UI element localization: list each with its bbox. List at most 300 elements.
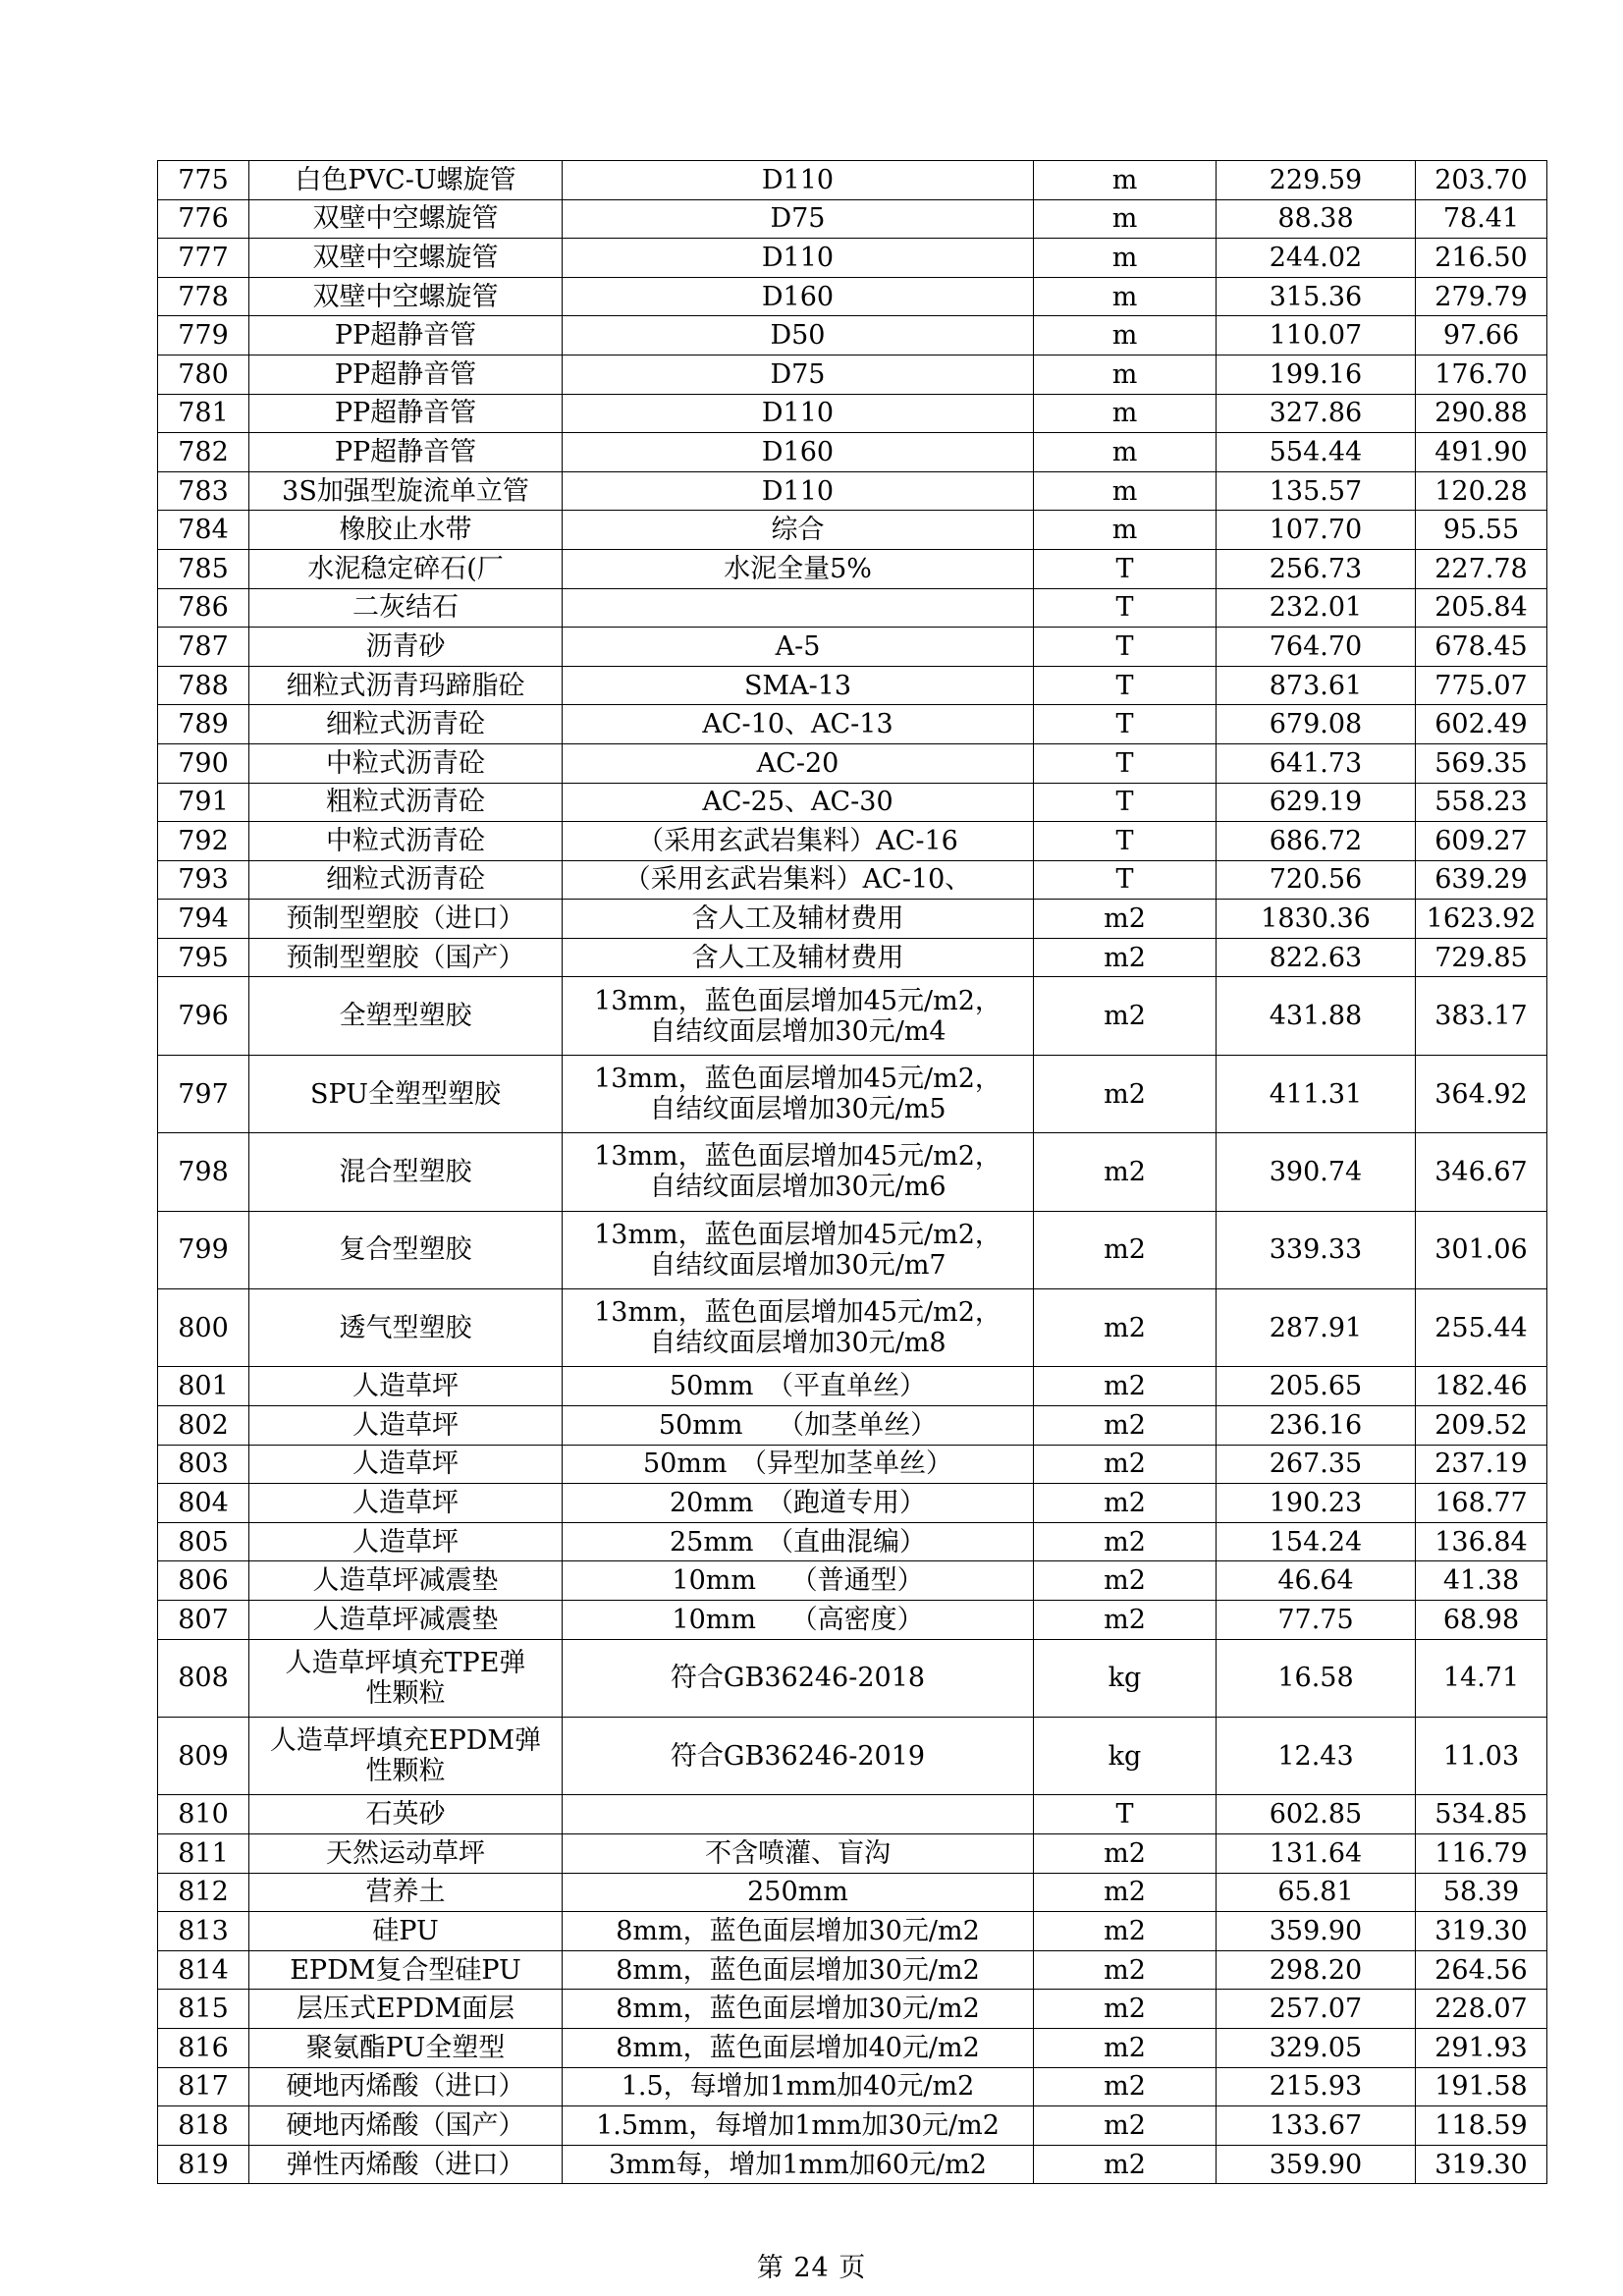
row-number-cell	[158, 2067, 249, 2106]
row-number-cell	[158, 1522, 249, 1561]
material-name-cell	[249, 1211, 563, 1288]
price-cell-line: 257.07	[1269, 1994, 1363, 2025]
unit-cell	[1034, 783, 1217, 822]
price-cell-line: 12.43	[1277, 1740, 1354, 1772]
unit-cell-line: m2	[1104, 1954, 1146, 1986]
price-cell-line: 390.74	[1269, 1156, 1363, 1187]
specification-cell	[563, 1912, 1034, 1951]
material-name-cell	[249, 549, 563, 588]
material-name-cell-line: 白色PVC-U螺旋管	[295, 164, 516, 195]
unit-cell	[1034, 2106, 1217, 2146]
table-row	[158, 316, 1547, 355]
unit-cell	[1034, 1717, 1217, 1794]
unit-cell	[1034, 2028, 1217, 2067]
table-row	[158, 394, 1547, 433]
row-number-cell-line: 800	[178, 1312, 229, 1343]
price-cell	[1217, 1367, 1416, 1406]
table-row	[158, 783, 1547, 822]
unit-cell-line: m	[1111, 358, 1138, 390]
specification-cell-line: 13mm，蓝色面层增加45元/m2，	[594, 1141, 1001, 1173]
table-row	[158, 1484, 1547, 1523]
specification-cell-line: 25mm （直曲混编）	[669, 1526, 927, 1558]
price-cell-line: 873.61	[1269, 670, 1363, 701]
specification-cell	[563, 977, 1034, 1055]
material-name-cell-line: 性颗粒	[365, 1756, 446, 1787]
row-number-cell-line: 817	[178, 2071, 229, 2103]
price-cell-line: 290.88	[1434, 398, 1528, 429]
price-cell	[1416, 433, 1547, 472]
unit-cell	[1034, 628, 1217, 667]
unit-cell	[1034, 1833, 1217, 1873]
price-cell	[1217, 860, 1416, 900]
price-cell-line: 120.28	[1434, 475, 1528, 507]
material-name-cell	[249, 743, 563, 783]
table-row	[158, 2028, 1547, 2067]
specification-cell	[563, 199, 1034, 239]
unit-cell	[1034, 2145, 1217, 2184]
price-cell-line: 364.92	[1434, 1078, 1528, 1110]
unit-cell-line: T	[1115, 592, 1134, 624]
price-cell-line: 97.66	[1442, 320, 1520, 352]
material-name-cell	[249, 1406, 563, 1446]
row-number-cell	[158, 549, 249, 588]
unit-cell-line: m2	[1104, 1994, 1146, 2025]
price-cell-line: 729.85	[1434, 942, 1528, 973]
price-cell	[1416, 316, 1547, 355]
price-cell	[1217, 471, 1416, 511]
price-cell	[1416, 666, 1547, 705]
price-cell-line: 255.44	[1434, 1312, 1528, 1343]
material-name-cell	[249, 822, 563, 861]
specification-cell-line: 自结纹面层增加30元/m4	[649, 1015, 947, 1047]
price-cell-line: 131.64	[1269, 1837, 1363, 1869]
specification-cell-line: A-5	[775, 630, 821, 662]
price-cell	[1217, 1795, 1416, 1834]
unit-cell-line: m2	[1104, 1371, 1146, 1402]
specification-cell	[563, 2145, 1034, 2184]
table-row	[158, 549, 1547, 588]
price-cell	[1217, 2028, 1416, 2067]
price-cell	[1217, 1484, 1416, 1523]
material-name-cell-line: 沥青砂	[365, 630, 446, 662]
material-name-cell-line: 混合型塑胶	[339, 1156, 472, 1187]
price-cell	[1416, 1289, 1547, 1367]
row-number-cell	[158, 2106, 249, 2146]
price-cell-line: 383.17	[1434, 1001, 1528, 1032]
specification-cell	[563, 394, 1034, 433]
price-cell-line: 133.67	[1269, 2109, 1363, 2141]
material-name-cell-line: 复合型塑胶	[339, 1234, 472, 1266]
material-name-cell	[249, 588, 563, 628]
row-number-cell-line: 781	[178, 398, 229, 429]
table-row	[158, 1795, 1547, 1834]
unit-cell	[1034, 1211, 1217, 1288]
price-cell	[1416, 2145, 1547, 2184]
specification-cell	[563, 783, 1034, 822]
specification-cell	[563, 355, 1034, 394]
row-number-cell	[158, 277, 249, 316]
price-cell	[1217, 239, 1416, 278]
table-row	[158, 1873, 1547, 1912]
row-number-cell-line: 786	[178, 592, 229, 624]
specification-cell	[563, 1484, 1034, 1523]
price-cell-line: 775.07	[1434, 670, 1528, 701]
unit-cell	[1034, 666, 1217, 705]
page-number: 第 24 页	[756, 2253, 867, 2283]
material-name-cell	[249, 316, 563, 355]
unit-cell-line: m	[1111, 436, 1138, 467]
unit-cell	[1034, 1600, 1217, 1639]
material-name-cell	[249, 1795, 563, 1834]
price-cell	[1416, 1717, 1547, 1794]
material-name-cell-line: 硅PU	[372, 1915, 439, 1946]
material-name-cell-line: 层压式EPDM面层	[296, 1994, 515, 2025]
specification-cell	[563, 1795, 1034, 1834]
specification-cell-line: 符合GB36246-2018	[670, 1663, 926, 1694]
table-row	[158, 277, 1547, 316]
table-row	[158, 161, 1547, 200]
specification-cell-line: D160	[761, 281, 835, 312]
material-name-cell	[249, 277, 563, 316]
specification-cell-line: 10mm （普通型）	[672, 1565, 924, 1597]
unit-cell	[1034, 199, 1217, 239]
specification-cell	[563, 1133, 1034, 1211]
price-cell-line: 107.70	[1269, 515, 1363, 546]
price-cell	[1217, 938, 1416, 977]
price-cell-line: 720.56	[1269, 864, 1363, 896]
price-cell	[1217, 1600, 1416, 1639]
material-name-cell-line: 天然运动草坪	[326, 1837, 485, 1869]
unit-cell	[1034, 1522, 1217, 1561]
specification-cell-line: D110	[761, 398, 835, 429]
price-cell-line: 78.41	[1442, 203, 1520, 235]
table-row	[158, 1289, 1547, 1367]
price-cell	[1217, 2145, 1416, 2184]
row-number-cell	[158, 1873, 249, 1912]
unit-cell-line: m2	[1104, 1488, 1146, 1518]
material-name-cell	[249, 239, 563, 278]
material-name-cell	[249, 900, 563, 939]
price-cell	[1217, 1950, 1416, 1990]
row-number-cell	[158, 977, 249, 1055]
price-cell-line: 228.07	[1434, 1994, 1528, 2025]
price-cell	[1416, 511, 1547, 550]
row-number-cell	[158, 666, 249, 705]
specification-cell-line: AC-25、AC-30	[702, 787, 893, 818]
row-number-cell	[158, 1600, 249, 1639]
row-number-cell	[158, 628, 249, 667]
specification-cell-line: 符合GB36246-2019	[670, 1740, 926, 1772]
table-row	[158, 588, 1547, 628]
specification-cell-line: 8mm，蓝色面层增加30元/m2	[616, 1915, 980, 1946]
price-cell	[1416, 199, 1547, 239]
price-cell-line: 68.98	[1442, 1604, 1520, 1635]
row-number-cell-line: 803	[178, 1449, 229, 1480]
table-row	[158, 1912, 1547, 1951]
price-cell	[1217, 588, 1416, 628]
specification-cell	[563, 1445, 1034, 1484]
row-number-cell-line: 792	[178, 825, 229, 856]
price-cell-line: 58.39	[1442, 1877, 1520, 1908]
table-row	[158, 471, 1547, 511]
row-number-cell	[158, 1211, 249, 1288]
material-name-cell	[249, 1990, 563, 2029]
material-name-cell	[249, 1950, 563, 1990]
price-cell	[1217, 316, 1416, 355]
specification-cell	[563, 1289, 1034, 1367]
price-cell	[1217, 822, 1416, 861]
row-number-cell	[158, 1445, 249, 1484]
price-cell	[1416, 549, 1547, 588]
unit-cell-line: T	[1115, 670, 1134, 701]
specification-cell-line: 自结纹面层增加30元/m6	[649, 1172, 947, 1203]
row-number-cell-line: 805	[178, 1526, 229, 1558]
table-row	[158, 1990, 1547, 2029]
price-cell	[1217, 1055, 1416, 1132]
price-cell	[1217, 2106, 1416, 2146]
material-name-cell	[249, 1600, 563, 1639]
specification-cell	[563, 277, 1034, 316]
specification-cell	[563, 2028, 1034, 2067]
table-row	[158, 705, 1547, 744]
unit-cell-line: T	[1115, 709, 1134, 740]
price-cell-line: 14.71	[1442, 1663, 1520, 1694]
price-cell-line: 16.58	[1277, 1663, 1354, 1694]
unit-cell-line: T	[1115, 825, 1134, 856]
price-cell	[1416, 1600, 1547, 1639]
price-cell	[1416, 705, 1547, 744]
row-number-cell	[158, 1289, 249, 1367]
specification-cell-line: 13mm，蓝色面层增加45元/m2，	[594, 985, 1001, 1016]
table-row	[158, 511, 1547, 550]
price-cell-line: 298.20	[1269, 1954, 1363, 1986]
price-cell	[1416, 277, 1547, 316]
unit-cell	[1034, 977, 1217, 1055]
material-name-cell-line: 中粒式沥青砼	[326, 825, 485, 856]
price-cell-line: 176.70	[1434, 358, 1528, 390]
price-cell	[1217, 1561, 1416, 1601]
material-name-cell	[249, 433, 563, 472]
row-number-cell	[158, 511, 249, 550]
price-cell	[1416, 1873, 1547, 1912]
row-number-cell-line: 819	[178, 2149, 229, 2180]
unit-cell	[1034, 938, 1217, 977]
row-number-cell-line: 788	[178, 670, 229, 701]
row-number-cell	[158, 1406, 249, 1446]
unit-cell	[1034, 1873, 1217, 1912]
material-name-cell-line: 预制型塑胶（国产）	[286, 942, 525, 973]
row-number-cell	[158, 1367, 249, 1406]
unit-cell-line: m	[1111, 203, 1138, 235]
price-cell-line: 237.19	[1434, 1449, 1528, 1480]
specification-cell-line: 50mm （平直单丝）	[669, 1371, 927, 1402]
specification-cell-line: 含人工及辅材费用	[691, 942, 904, 973]
specification-cell-line: 13mm，蓝色面层增加45元/m2，	[594, 1297, 1001, 1329]
price-cell	[1217, 1133, 1416, 1211]
material-name-cell	[249, 1367, 563, 1406]
price-cell-line: 154.24	[1269, 1526, 1363, 1558]
unit-cell	[1034, 433, 1217, 472]
unit-cell-line: T	[1115, 553, 1134, 584]
row-number-cell-line: 806	[178, 1565, 229, 1597]
unit-cell-line: T	[1115, 630, 1134, 662]
unit-cell-line: m2	[1104, 1837, 1146, 1869]
price-cell	[1217, 705, 1416, 744]
row-number-cell	[158, 355, 249, 394]
price-cell	[1416, 743, 1547, 783]
unit-cell	[1034, 316, 1217, 355]
specification-cell-line: 8mm，蓝色面层增加30元/m2	[616, 1954, 980, 1986]
price-cell-line: 205.65	[1269, 1371, 1363, 1402]
material-name-cell	[249, 471, 563, 511]
specification-cell	[563, 1211, 1034, 1288]
row-number-cell	[158, 822, 249, 861]
table-row	[158, 1561, 1547, 1601]
row-number-cell	[158, 588, 249, 628]
row-number-cell-line: 808	[178, 1663, 229, 1694]
specification-cell-line: 13mm，蓝色面层增加45元/m2，	[594, 1064, 1001, 1095]
specification-cell	[563, 900, 1034, 939]
specification-cell	[563, 1990, 1034, 2029]
specification-cell	[563, 628, 1034, 667]
specification-cell	[563, 1600, 1034, 1639]
material-name-cell-line: 粗粒式沥青砼	[326, 787, 485, 818]
table-row	[158, 1950, 1547, 1990]
material-name-cell-line: PP超静音管	[334, 358, 477, 390]
price-table	[157, 160, 1547, 2184]
row-number-cell	[158, 161, 249, 200]
row-number-cell	[158, 1912, 249, 1951]
price-cell-line: 1623.92	[1426, 903, 1537, 935]
price-cell-line: 639.29	[1434, 864, 1528, 896]
specification-cell-line: 50mm （异型加茎单丝）	[642, 1449, 953, 1480]
price-cell-line: 95.55	[1442, 515, 1520, 546]
price-cell	[1416, 1561, 1547, 1601]
price-cell-line: 256.73	[1269, 553, 1363, 584]
material-name-cell-line: 弹性丙烯酸（进口）	[286, 2149, 525, 2180]
row-number-cell	[158, 1055, 249, 1132]
unit-cell	[1034, 1639, 1217, 1717]
specification-cell-line: 20mm （跑道专用）	[669, 1488, 927, 1518]
table-row	[158, 2106, 1547, 2146]
specification-cell	[563, 511, 1034, 550]
row-number-cell	[158, 239, 249, 278]
material-name-cell	[249, 1873, 563, 1912]
material-name-cell-line: 人造草坪填充TPE弹	[285, 1647, 526, 1678]
material-name-cell	[249, 666, 563, 705]
material-name-cell-line: 人造草坪	[352, 1488, 459, 1518]
price-cell	[1217, 394, 1416, 433]
row-number-cell	[158, 1561, 249, 1601]
price-cell-line: 569.35	[1434, 747, 1528, 779]
price-cell	[1217, 1211, 1416, 1288]
material-name-cell	[249, 1833, 563, 1873]
price-cell-line: 116.79	[1434, 1837, 1528, 1869]
unit-cell-line: m2	[1104, 1078, 1146, 1110]
row-number-cell-line: 804	[178, 1488, 229, 1518]
price-cell-line: 215.93	[1269, 2071, 1363, 2103]
material-name-cell-line: 细粒式沥青砼	[326, 864, 485, 896]
material-name-cell	[249, 199, 563, 239]
material-name-cell	[249, 783, 563, 822]
price-cell	[1217, 1833, 1416, 1873]
material-name-cell-line: 预制型塑胶（进口）	[286, 903, 525, 935]
material-name-cell-line: 硬地丙烯酸（进口）	[286, 2071, 525, 2103]
specification-cell-line: 综合	[771, 515, 825, 546]
price-cell-line: 554.44	[1269, 436, 1363, 467]
row-number-cell-line: 796	[178, 1001, 229, 1032]
price-cell-line: 686.72	[1269, 825, 1363, 856]
price-cell	[1416, 2106, 1547, 2146]
unit-cell-line: m2	[1104, 2149, 1146, 2180]
price-cell-line: 264.56	[1434, 1954, 1528, 1986]
row-number-cell-line: 815	[178, 1994, 229, 2025]
specification-cell	[563, 1873, 1034, 1912]
unit-cell-line: T	[1115, 787, 1134, 818]
unit-cell-line: m	[1111, 320, 1138, 352]
row-number-cell-line: 801	[178, 1371, 229, 1402]
material-name-cell	[249, 2145, 563, 2184]
specification-cell-line: SMA-13	[743, 670, 852, 701]
row-number-cell	[158, 1950, 249, 1990]
material-name-cell-line: 橡胶止水带	[339, 515, 472, 546]
material-name-cell	[249, 161, 563, 200]
price-cell	[1217, 666, 1416, 705]
unit-cell-line: kg	[1108, 1663, 1142, 1694]
specification-cell-line: 水泥全量5%	[724, 553, 872, 584]
specification-cell-line: 1.5mm，每增加1mm加30元/m2	[596, 2109, 1000, 2141]
specification-cell	[563, 1561, 1034, 1601]
price-cell	[1217, 199, 1416, 239]
table-row	[158, 1717, 1547, 1794]
material-name-cell	[249, 977, 563, 1055]
unit-cell-line: m	[1111, 475, 1138, 507]
material-name-cell	[249, 1522, 563, 1561]
price-cell-line: 46.64	[1277, 1565, 1354, 1597]
specification-cell-line: AC-10、AC-13	[702, 709, 893, 740]
row-number-cell-line: 775	[178, 164, 229, 195]
material-name-cell-line: PP超静音管	[334, 320, 477, 352]
price-cell-line: 359.90	[1269, 1915, 1363, 1946]
price-cell-line: 1830.36	[1261, 903, 1371, 935]
unit-cell	[1034, 2067, 1217, 2106]
specification-cell-line: D50	[770, 320, 826, 352]
row-number-cell-line: 810	[178, 1799, 229, 1831]
unit-cell-line: m	[1111, 281, 1138, 312]
row-number-cell	[158, 783, 249, 822]
price-cell	[1416, 471, 1547, 511]
price-cell	[1416, 355, 1547, 394]
material-name-cell	[249, 1055, 563, 1132]
unit-cell-line: m2	[1104, 903, 1146, 935]
price-cell-line: 534.85	[1434, 1799, 1528, 1831]
specification-cell	[563, 316, 1034, 355]
material-name-cell	[249, 1717, 563, 1794]
specification-cell-line: 1.5，每增加1mm加40元/m2	[621, 2071, 975, 2103]
price-cell	[1416, 1211, 1547, 1288]
price-cell	[1416, 900, 1547, 939]
price-cell	[1416, 394, 1547, 433]
price-cell-line: 764.70	[1269, 630, 1363, 662]
price-cell	[1217, 1912, 1416, 1951]
table-row	[158, 666, 1547, 705]
material-name-cell-line: 营养土	[365, 1877, 446, 1908]
row-number-cell-line: 811	[178, 1837, 229, 1869]
price-cell	[1416, 2067, 1547, 2106]
specification-cell-line: 10mm （高密度）	[672, 1604, 924, 1635]
row-number-cell	[158, 2028, 249, 2067]
unit-cell	[1034, 1289, 1217, 1367]
